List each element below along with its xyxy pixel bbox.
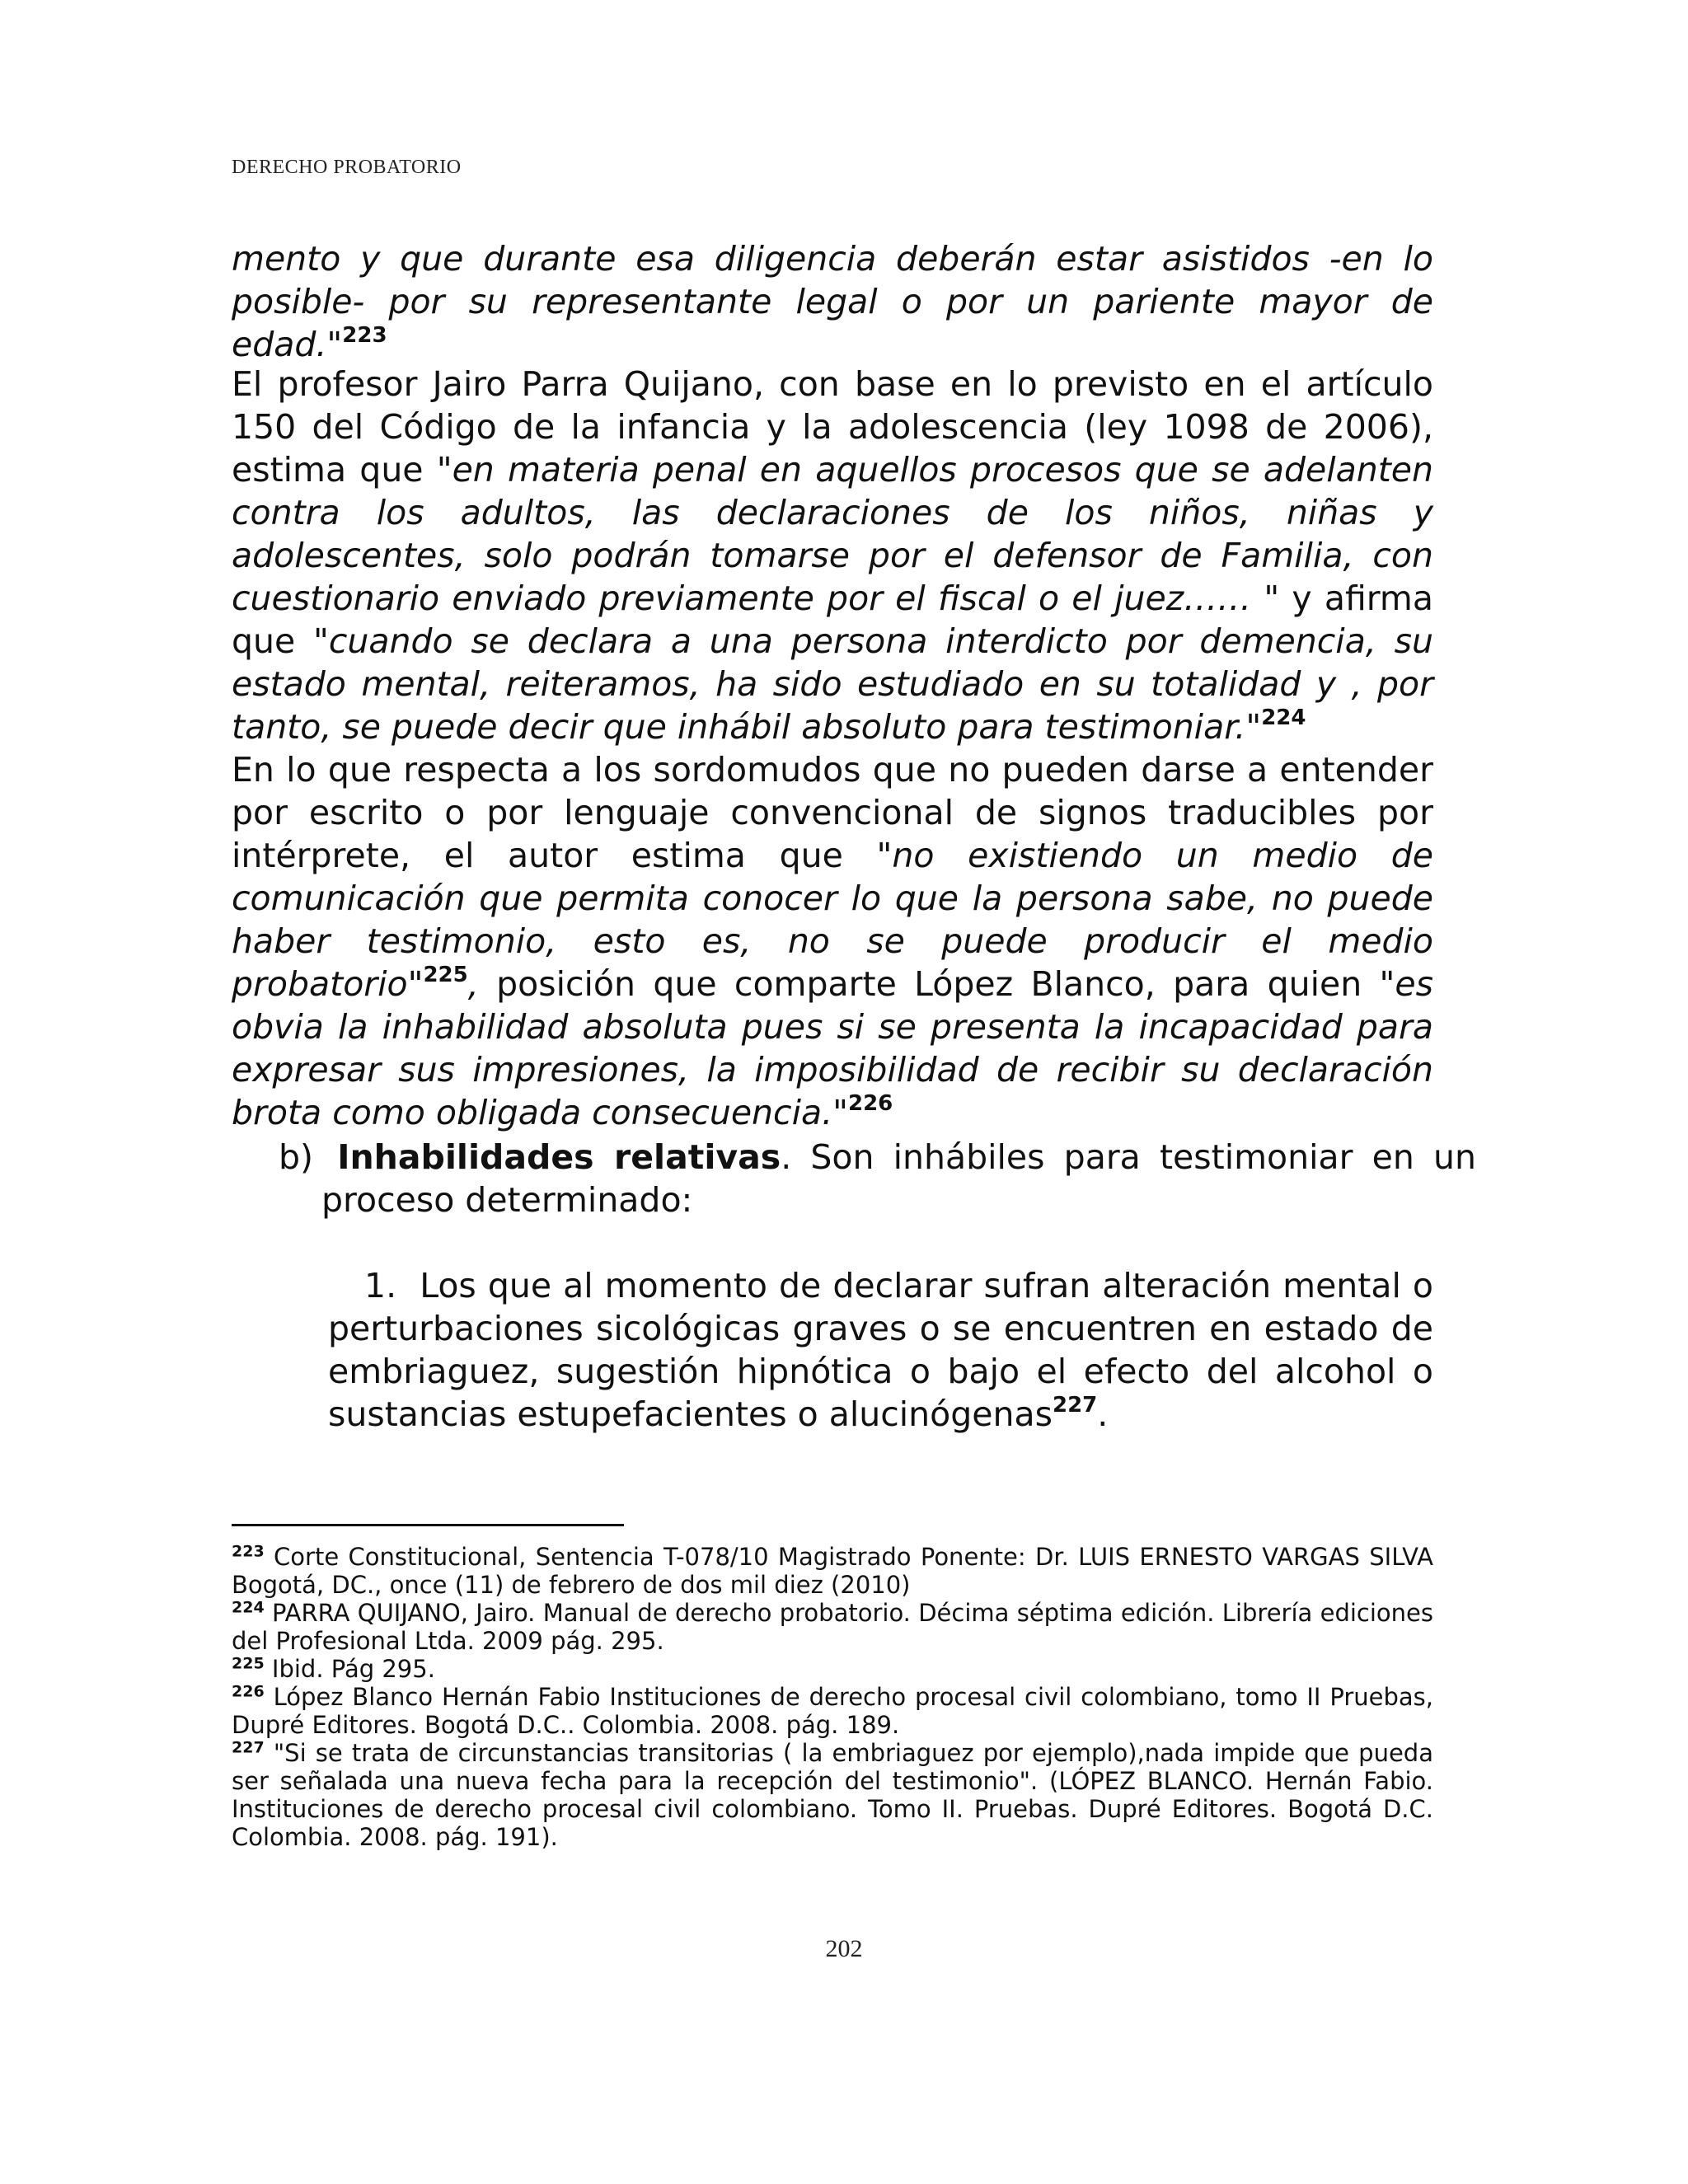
running-head: DERECHO PROBATORIO [232,157,462,178]
paragraph-parra-quijano [232,363,1433,748]
list-item-inhabilidades-relativas [279,1136,1476,1221]
item-heading: Inhabilidades relativas [337,1137,781,1177]
footnote-number: 227 [232,1738,265,1757]
body-text: . Son inhábiles para testimoniar en un proceso determinado: [321,1137,1476,1220]
footnote [232,1739,1433,1851]
footnotes [232,1543,1433,1851]
quote-text: mento y que durante esa diligencia deberán estar asistidos -en lo posible- por su representante legal o por un pariente mayor de edad." [232,239,1433,364]
quote-text: "en materia penal en aquellos procesos que se adelanten contra los adultos, las declaraciones de los niños, niñas y adolescentes, solo podrán tomarse por el defensor de Familia, con cuestionario enviado previamente por el fiscal o el juez…… " [232,450,1434,618]
quote-text: "es obvia la inhabilidad absoluta pues si se presenta la incapacidad para expresar sus impresiones, la imposibilidad de recibir su declaración brota como obligada consecuencia." [232,964,1433,1132]
list-marker: b) [279,1137,314,1177]
body-text: . [1097,1394,1109,1434]
paragraph-continuation [232,237,1433,366]
footnote-ref[interactable]: 225 [423,963,468,988]
body-text: Los que al momento de declarar sufran alteración mental o perturbaciones sicológicas graves o se encuentren en estado de embriaguez, sugestión hipnótica o bajo el efecto del alcohol o sustancias estupefacientes o alucinógenas [328,1266,1433,1434]
footnote-separator [232,1524,624,1526]
body-text: y afirma que [232,579,1433,661]
footnote-text: "Si se trata de circunstancias transitorias ( la embriaguez por ejemplo),nada impide que pueda ser señalada una nueva fecha para la recepción del testimonio". (LÓPEZ BLANCO. Hernán Fabio. Instituciones de derecho procesal civil colombiano. Tomo II. Pruebas. Dupré Editores. Bogotá D.C. Colombia. 2008. pág. 191). [232,1739,1433,1851]
footnote-ref[interactable]: 226 [848,1091,893,1117]
paragraph-sordomudos [232,748,1433,1134]
footnote-text: Ibid. Pág 295. [271,1655,435,1683]
footnote [232,1599,1433,1655]
footnote-ref[interactable]: 227 [1052,1393,1098,1418]
footnote-number: 223 [232,1542,265,1561]
footnote-ref[interactable]: 223 [342,323,387,349]
list-marker: 1. [364,1266,397,1305]
body-text: El profesor Jairo Parra Quijano, con base en lo previsto en el artículo 150 del Código de la infancia y la adolescencia (ley 1098 de 2006), estima que [232,364,1433,490]
footnote-ref[interactable]: 224 [1261,705,1306,731]
footnote-text: PARRA QUIJANO, Jairo. Manual de derecho probatorio. Décima séptima edición. Librería ediciones del Profesional Ltda. 2009 pág. 295. [232,1599,1434,1655]
footnote-text: López Blanco Hernán Fabio Instituciones de derecho procesal civil colombiano, tomo II Pruebas, Dupré Editores. Bogotá D.C.. Colombia. 2008. pág. 189. [232,1683,1433,1739]
footnote [232,1683,1433,1739]
footnote [232,1543,1433,1599]
quote-comma: , [467,964,479,1004]
quote-text: "cuando se declara a una persona interdicto por demencia, su estado mental, reiteramos, ha sido estudiado en su totalidad y , por tanto, se puede decir que inhábil absoluto para testimoniar." [232,621,1433,747]
quote-text: "no existiendo un medio de comunicación que permita conocer lo que la persona sabe, no puede haber testimonio, esto es, no se puede producir el medio probatorio" [232,836,1433,1004]
footnote-number: 225 [232,1654,265,1673]
footnote-text: Corte Constitucional, Sentencia T-078/10 Magistrado Ponente: Dr. LUIS ERNESTO VARGAS SILVA Bogotá, DC., once (11) de febrero de dos mil diez (2010) [232,1543,1433,1599]
footnote [232,1655,1433,1683]
page-number: 202 [825,1935,863,1962]
footnote-number: 226 [232,1682,265,1701]
footnote-number: 224 [232,1598,265,1617]
body-text: posición que comparte López Blanco, para quien [478,964,1380,1004]
body-text: En lo que respecta a los sordomudos que no pueden darse a entender por escrito o por lenguaje convencional de signos traducibles por intérprete, el autor estima que [232,750,1433,875]
list-item-1 [328,1264,1433,1436]
